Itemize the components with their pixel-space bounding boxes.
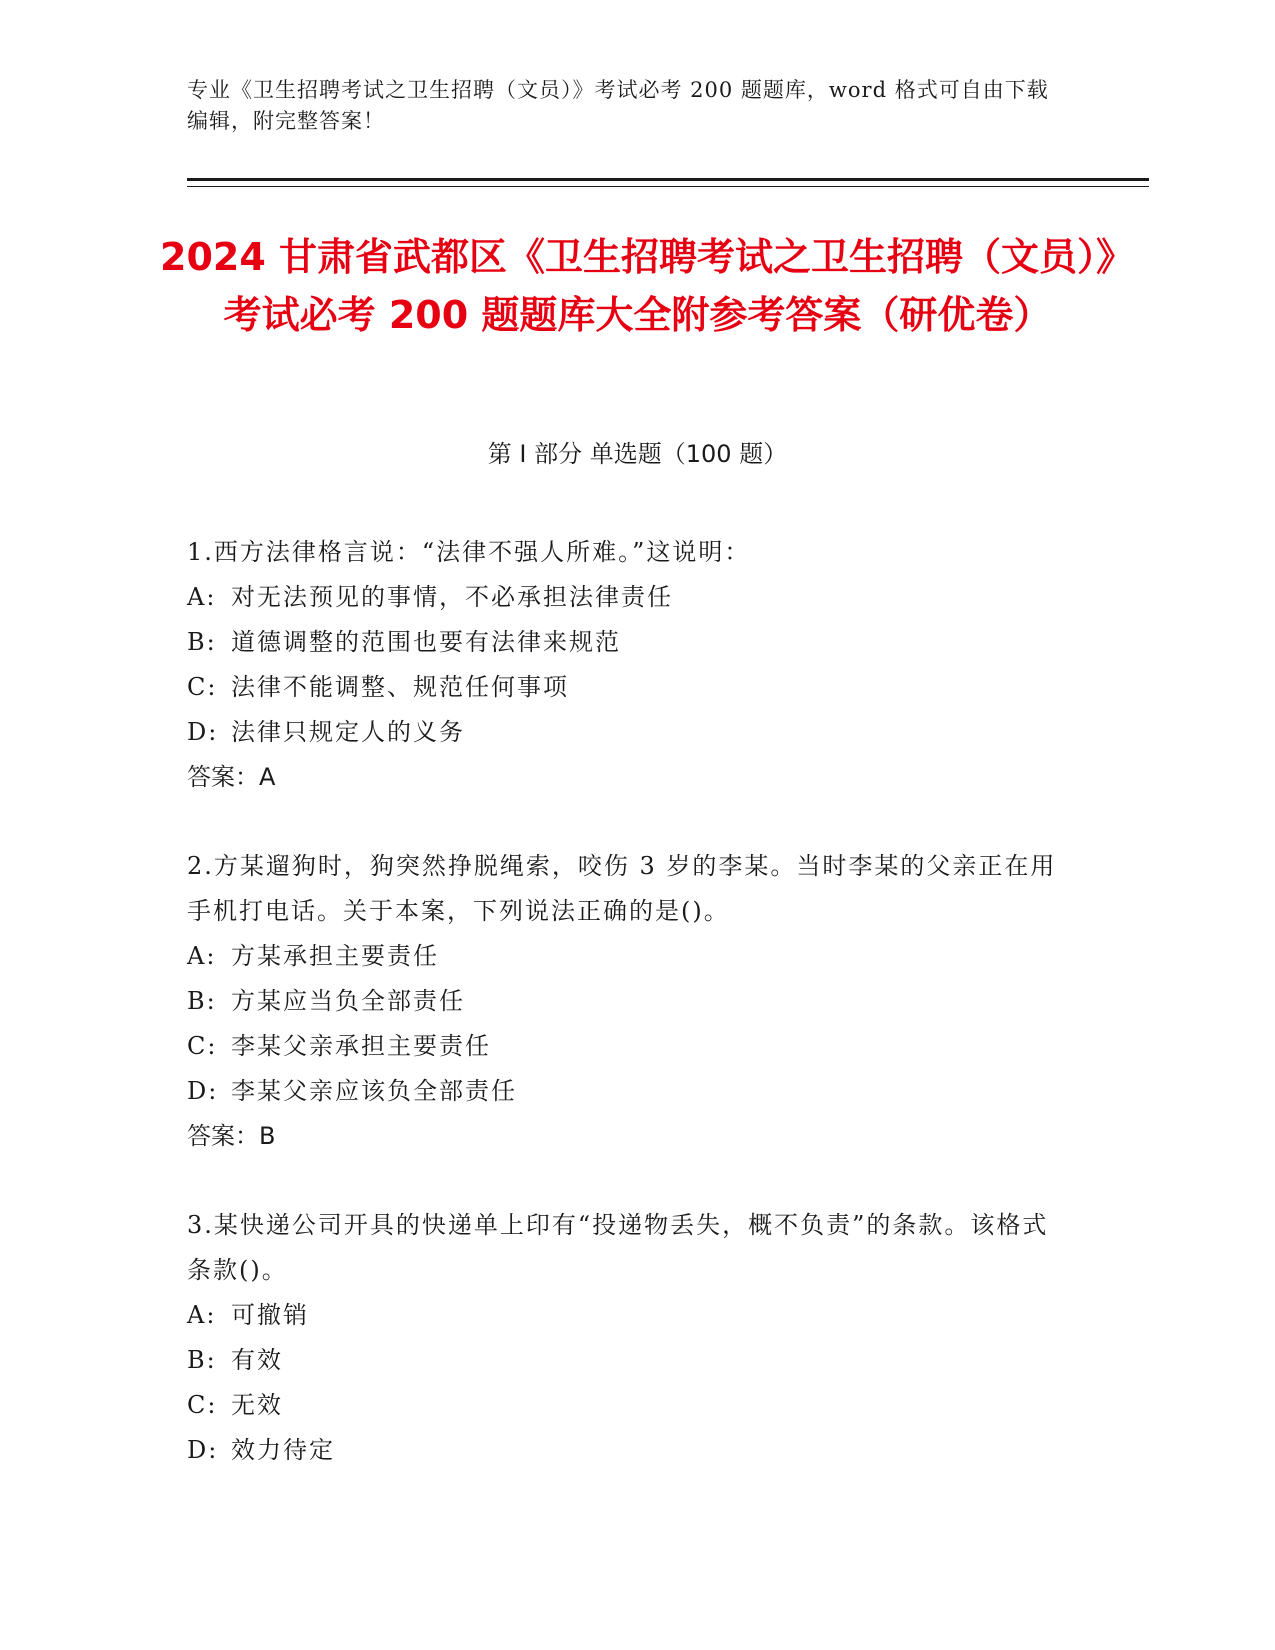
question-answer: 答案：B xyxy=(187,1122,276,1150)
question-item xyxy=(187,530,1067,800)
question-option xyxy=(187,620,1067,665)
question-item xyxy=(187,844,1067,1159)
question-option xyxy=(187,1069,1067,1114)
question-list xyxy=(187,530,1067,1517)
document-title: 2024 甘肃省武都区《卫生招聘考试之卫生招聘（文员）》考试必考 200 题题库大全附参考答案（研优卷） xyxy=(160,235,1115,337)
option-key: A: xyxy=(187,1301,217,1329)
option-key: A: xyxy=(187,942,217,970)
question-stem: 1.西方法律格言说：“法律不强人所难。”这说明： xyxy=(187,538,751,566)
option-text: 道德调整的范围也要有法律来规范 xyxy=(231,628,621,656)
option-text: 方某承担主要责任 xyxy=(231,942,439,970)
question-answer: 答案：A xyxy=(187,763,276,791)
question-option xyxy=(187,710,1067,755)
option-key: B: xyxy=(187,1346,217,1374)
option-text: 可撤销 xyxy=(231,1301,309,1329)
question-option xyxy=(187,1428,1067,1473)
option-key: C: xyxy=(187,1032,218,1060)
option-key: C: xyxy=(187,1391,218,1419)
header-note: 专业《卫生招聘考试之卫生招聘（文员）》考试必考 200 题题库，word 格式可自由下载编辑，附完整答案！ xyxy=(187,78,1049,133)
option-key: C: xyxy=(187,673,218,701)
option-text: 李某父亲应该负全部责任 xyxy=(231,1077,517,1105)
option-key: D: xyxy=(187,718,219,746)
question-stem: 3.某快递公司开具的快递单上印有“投递物丢失，概不负责”的条款。该格式条款()。 xyxy=(187,1211,1049,1284)
option-text: 法律不能调整、规范任何事项 xyxy=(231,673,569,701)
option-key: B: xyxy=(187,987,217,1015)
question-option xyxy=(187,575,1067,620)
option-text: 法律只规定人的义务 xyxy=(231,718,465,746)
question-option xyxy=(187,1383,1067,1428)
option-text: 有效 xyxy=(231,1346,283,1374)
option-key: D: xyxy=(187,1077,219,1105)
option-text: 无效 xyxy=(231,1391,283,1419)
option-text: 对无法预见的事情，不必承担法律责任 xyxy=(231,583,673,611)
question-option xyxy=(187,934,1067,979)
header-divider-thick xyxy=(187,178,1149,181)
option-key: D: xyxy=(187,1436,219,1464)
option-key: A: xyxy=(187,583,217,611)
question-option xyxy=(187,1338,1067,1383)
question-item xyxy=(187,1203,1067,1473)
option-text: 李某父亲承担主要责任 xyxy=(231,1032,491,1060)
section-heading: 第 I 部分 单选题（100 题） xyxy=(487,440,788,468)
question-option xyxy=(187,979,1067,1024)
question-option xyxy=(187,1293,1067,1338)
option-key: B: xyxy=(187,628,217,656)
question-option xyxy=(187,665,1067,710)
option-text: 效力待定 xyxy=(231,1436,335,1464)
question-option xyxy=(187,1024,1067,1069)
question-stem: 2.方某遛狗时，狗突然挣脱绳索，咬伤 3 岁的李某。当时李某的父亲正在用手机打电话。关于本案，下列说法正确的是()。 xyxy=(187,852,1057,925)
option-text: 方某应当负全部责任 xyxy=(231,987,465,1015)
header-divider-thin xyxy=(187,186,1149,187)
